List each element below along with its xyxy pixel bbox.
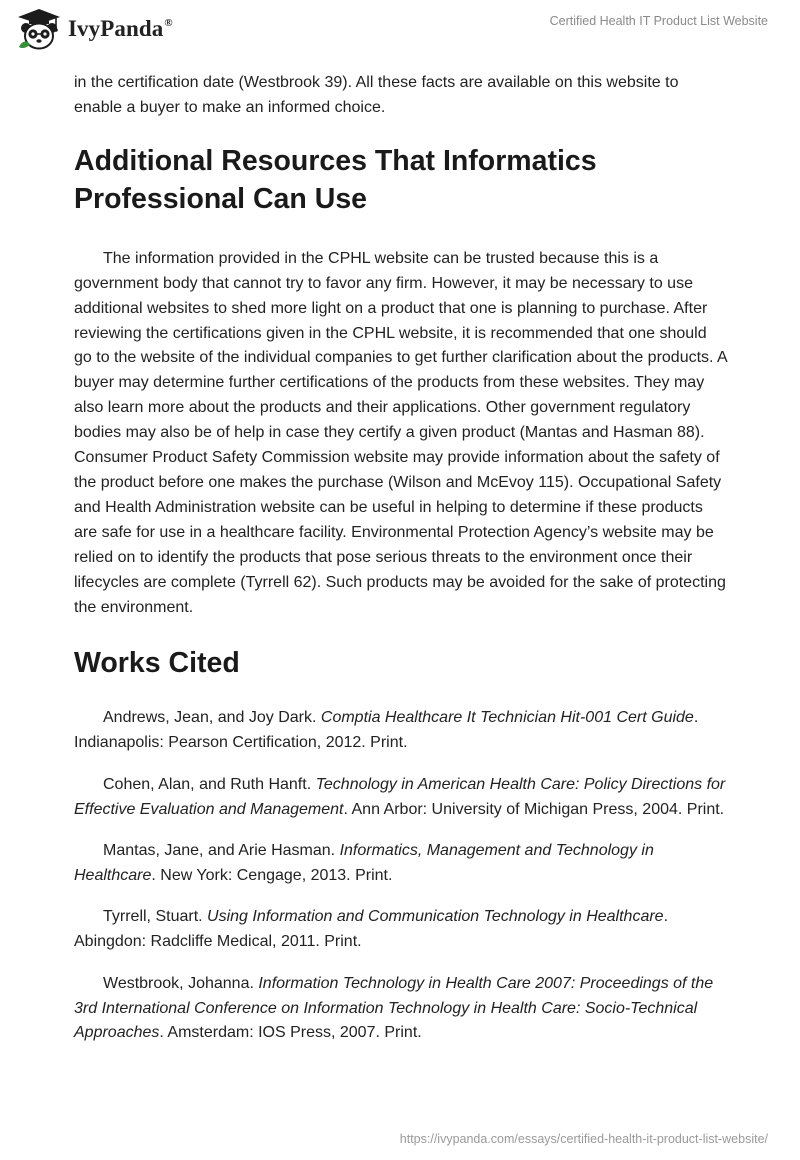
citation-authors: Tyrrell, Stuart.	[103, 908, 208, 926]
citation-item	[74, 773, 728, 823]
citation-authors: Mantas, Jane, and Arie Hasman.	[103, 842, 340, 860]
citation-title: Information Technology in Health Care 2007: Proceedings of the 3rd International Conference on Information Technology in Health Care: Socio-Technical Approaches	[74, 974, 714, 1042]
citation-publisher: . Ann Arbor: University of Michigan Press, 2004. Print.	[343, 800, 725, 818]
citation-publisher: . New York: Cengage, 2013. Print.	[151, 866, 393, 884]
citation-title: Technology in American Health Care: Policy Directions for Effective Evaluation and Management	[74, 775, 726, 818]
citation-item	[74, 839, 728, 889]
brand-logo[interactable]	[16, 7, 173, 51]
resources-heading: Additional Resources That Informatics Professional Can Use	[74, 144, 597, 215]
citation-authors: Westbrook, Johanna.	[103, 974, 259, 992]
citation-authors: Andrews, Jean, and Joy Dark.	[103, 709, 321, 727]
document-title: Certified Health IT Product List Website	[549, 14, 768, 28]
registered-mark: ®	[164, 17, 173, 29]
source-url-link[interactable]: https://ivypanda.com/essays/certified-health-it-product-list-website/	[399, 1132, 768, 1146]
citation-publisher: . Abingdon: Radcliffe Medical, 2011. Print.	[74, 908, 669, 951]
brand-name: IvyPanda®	[68, 16, 173, 41]
works-cited-heading: Works Cited	[74, 647, 240, 680]
citation-item	[74, 706, 728, 756]
citation-title: Using Information and Communication Technology in Healthcare	[207, 908, 664, 926]
citation-authors: Cohen, Alan, and Ruth Hanft.	[103, 775, 316, 793]
citation-publisher: . Indianapolis: Pearson Certification, 2012. Print.	[74, 709, 699, 752]
panda-graduate-icon	[16, 7, 62, 51]
citation-title: Comptia Healthcare It Technician Hit-001 Cert Guide	[320, 709, 694, 727]
essay-content	[74, 71, 728, 1046]
citation-item	[74, 972, 728, 1047]
citation-title: Informatics, Management and Technology in Healthcare	[74, 842, 654, 884]
page-header	[0, 0, 800, 62]
citation-item	[74, 905, 728, 955]
citation-publisher: . Amsterdam: IOS Press, 2007. Print.	[159, 1024, 422, 1042]
resources-paragraph: The information provided in the CPHL website can be trusted because this is a government body that cannot try to favor any firm. However, it may be necessary to use additional websites to shed more light on a product that one is planning to purchase. After reviewing the certifications given in the CPHL website, it is recommended that one should go to the website of the individual companies to get further clarification about the products. A buyer may determine further certifications of the products from these websites. They may also learn more about the products and their applications. Other government regulatory bodies may also be of help in case they certify a given product (Mantas and Hasman 88). Consumer Product Safety Commission website may provide information about the safety of the product before one makes the purchase (Wilson and McEvoy 115). Occupational Safety and Health Administration website can be useful in helping to determine if these products are safe for use in a healthcare facility. Environmental Protection Agency’s website may be relied on to identify the products that pose serious threats to the environment once their lifecycles are complete (Tyrrell 62). Such products may be avoided for the sake of protecting the environment.	[74, 249, 727, 616]
intro-paragraph: in the certification date (Westbrook 39). All these facts are available on this website to enable a buyer to make an informed choice.	[74, 74, 679, 116]
